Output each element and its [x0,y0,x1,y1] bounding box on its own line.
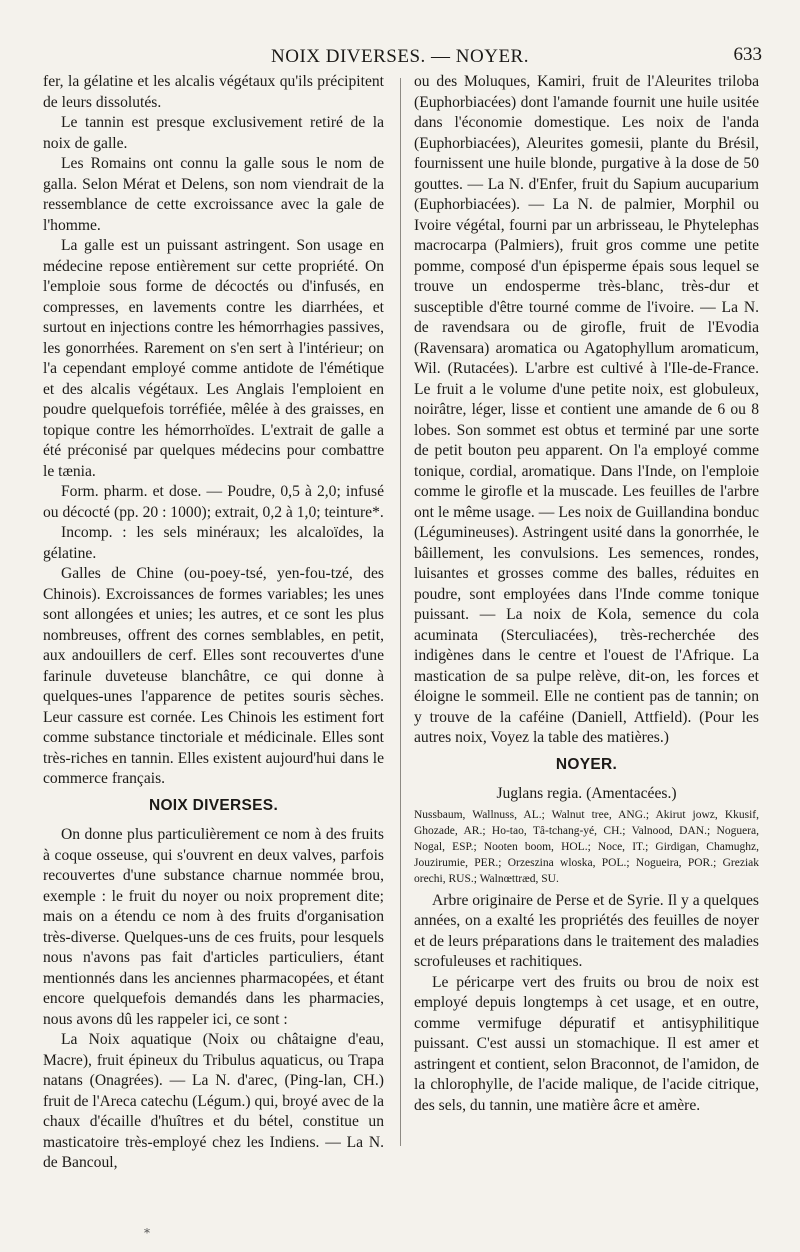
right-column [414,72,759,1116]
section-heading-noyer: NOYER. [555,755,618,773]
paragraph: Galles de Chine (ou-poey-tsé, yen-fou-tzé, des Chinois). Excroissances de formes variables; les unes sont allongées et unies; les autres, et ce sont les plus nombreuses, offrent des cornes semblables, en petit, aux andouillers de cerf. Elles sont recouvertes d'une farinule duveteuse blanchâtre, ce qui donne à quelques-unes l'apparence de petites souris sèches. Leur cassure est cornée. Les Chinois les estiment fort comme substance tinctoriale et médicinale. Elles sont très-riches en tannin. Elles existent aujourd'hui dans le commerce français. [43,565,384,787]
page-number: 633 [733,44,762,65]
running-title: NOIX DIVERSES. — NOYER. [271,46,529,67]
paragraph: Le tannin est presque exclusivement retiré de la noix de galle. [43,114,384,152]
page-header [0,42,800,72]
paragraph: Le péricarpe vert des fruits ou brou de noix est employé depuis longtemps à cet usage, et en outre, comme vermifuge dépuratif et antisyphilitique puissant. C'est aussi un stomachique. Il est amer et astringent et contient, selon Braconnot, de l'amidon, de la chlorophylle, de l'acide malique, de l'acide citrique, des sels, du tannin, une matière âcre et amère. [414,973,759,1114]
paragraph: La Noix aquatique (Noix ou châtaigne d'eau, Macre), fruit épineux du Tribulus aquaticus, ou Trapa natans (Onagrées). — La N. d'arec, (Ping-lan, CH.) fruit de l'Areca catechu (Légum.) qui, broyé avec de la chaux d'écaille d'huîtres et du bétel, constitue un masticatoire très-employé chez les Indiens. — La N. de Bancoul, [43,1031,384,1171]
section-heading-noix-diverses: NOIX DIVERSES. [148,796,279,814]
botanical-subtitle: Juglans regia. (Amentacées.) [496,785,677,802]
paragraph: Incomp. : les sels minéraux; les alcaloïdes, la gélatine. [43,524,384,562]
left-column [43,72,384,1174]
vernacular-names: Nussbaum, Wallnuss, AL.; Walnut tree, ANG.; Akirut jowz, Kkusif, Ghozade, AR.; Ho-tao, Tâ-tchang-yé, CH.; Valnood, DAN.; Noguera, Nogal, ESP.; Nooten boom, HOL.; Noce, IT.; Girdigan, Chamughz, Jouzirumie, PER.; Orzeszina wloska, POL.; Nogueira, POR.; Greziak orechi, RUS.; Walnœttræd, SU. [414,808,759,885]
paragraph: ou des Moluques, Kamiri, fruit de l'Aleurites triloba (Euphorbiacées) dont l'amande fournit une huile usitée dans l'économie domestique. Les noix de l'anda (Euphorbiacées), Aleurites gomesii, plante du Brésil, fournissent une huile blonde, purgative à la dose de 50 gouttes. — La N. d'Enfer, fruit du Sapium aucuparium (Euphorbiacées). — La N. de palmier, Morphil ou Ivoire végétal, fourni par un arbrisseau, le Phytelephas macrocarpa (Palmiers), fruit gros comme une petite pomme, composé d'un épisperme épais sous lequel se trouve un endosperme très-blanc, très-dur et susceptible d'être tourné comme de l'ivoire. — La N. de ravendsara ou de girofle, fruit de l'Evodia (Ravensara) aromatica ou Agatophyllum aromaticum, Wil. (Rutacées). L'arbre est cultivé à l'Ile-de-France. Le fruit a le volume d'une petite noix, est globuleux, noirâtre, léger, lisse et contient une amande de 6 ou 8 lobes. Son sommet est obtus et terminé par une sorte de petit bouton peu apparent. On l'a employé comme tonique, cordial, aromatique. Dans l'Inde, on l'emploie comme le girofle et la muscade. Les feuilles de l'arbre ont le même usage. — Les noix de Guillandina bonduc (Légumineuses). Astringent usité dans la gonorrhée, le bâillement, les convulsions. Les semences, rondes, luisantes et grosses comme des balles, réduites en poudre, sont employées dans l'Inde comme tonique puissant. — La noix de Kola, semence du cola acuminata (Sterculiacées), très-recherchée des indigènes dans le centre et l'ouest de l'Afrique. La mastication de sa pulpe relève, dit-on, les forces et éloigne le sommeil. Elle ne contient pas de tannin; on y trouve de la caféine (Daniell, Attfield). (Pour les autres noix, Voyez la table des matières.) [414,73,759,746]
paragraph: On donne plus particulièrement ce nom à des fruits à coque osseuse, qui s'ouvrent en deux valves, parfois recouvertes d'une substance charnue nommée brou, exemple : le fruit du noyer ou noix proprement dite; mais on a étendu ce nom à des fruits d'organisation très-diverse. Quelques-uns de ces fruits, pour lesquels nous n'avons pas fait d'articles particuliers, étant mentionnés dans les anciennes pharmacopées, et étant encore quelquefois demandés dans les pharmacies, nous avons dû les rappeler ici, ce sont : [43,826,384,1028]
column-divider [400,78,401,1146]
footer-mark: * [144,1226,150,1240]
paragraph: fer, la gélatine et les alcalis végétaux qu'ils précipitent de leurs dissolutés. [43,73,384,111]
paragraph: La galle est un puissant astringent. Son usage en médecine repose entièrement sur cette propriété. On l'emploie sous forme de décoctés ou d'infusés, en compresses, en lavements contre les diarrhées, et surtout en injections contre les hémorrhagies passives, les gonorrhées. Rarement on s'en sert à l'intérieur; on l'a cependant employé comme antidote de l'émétique et des alcalis végétaux. Les Anglais l'emploient en poudre quelquefois torréfiée, mêlée à des graisses, en topique contre les hémorrhoïdes. L'extrait de galle a été préconisé par quelques médecins pour combattre le tænia. [43,237,384,480]
paragraph: Arbre originaire de Perse et de Syrie. Il y a quelques années, on a exalté les propriétés des feuilles de noyer et de leurs préparations dans le traitement des maladies scrofuleuses et rachitiques. [414,891,759,970]
paragraph: Les Romains ont connu la galle sous le nom de galla. Selon Mérat et Delens, son nom viendrait de la ressemblance de cette excroissance avec la gale de l'homme. [43,155,384,234]
paragraph: Form. pharm. et dose. — Poudre, 0,5 à 2,0; infusé ou décocté (pp. 20 : 1000); extrait, 0,2 à 1,0; teinture*. [43,483,384,521]
